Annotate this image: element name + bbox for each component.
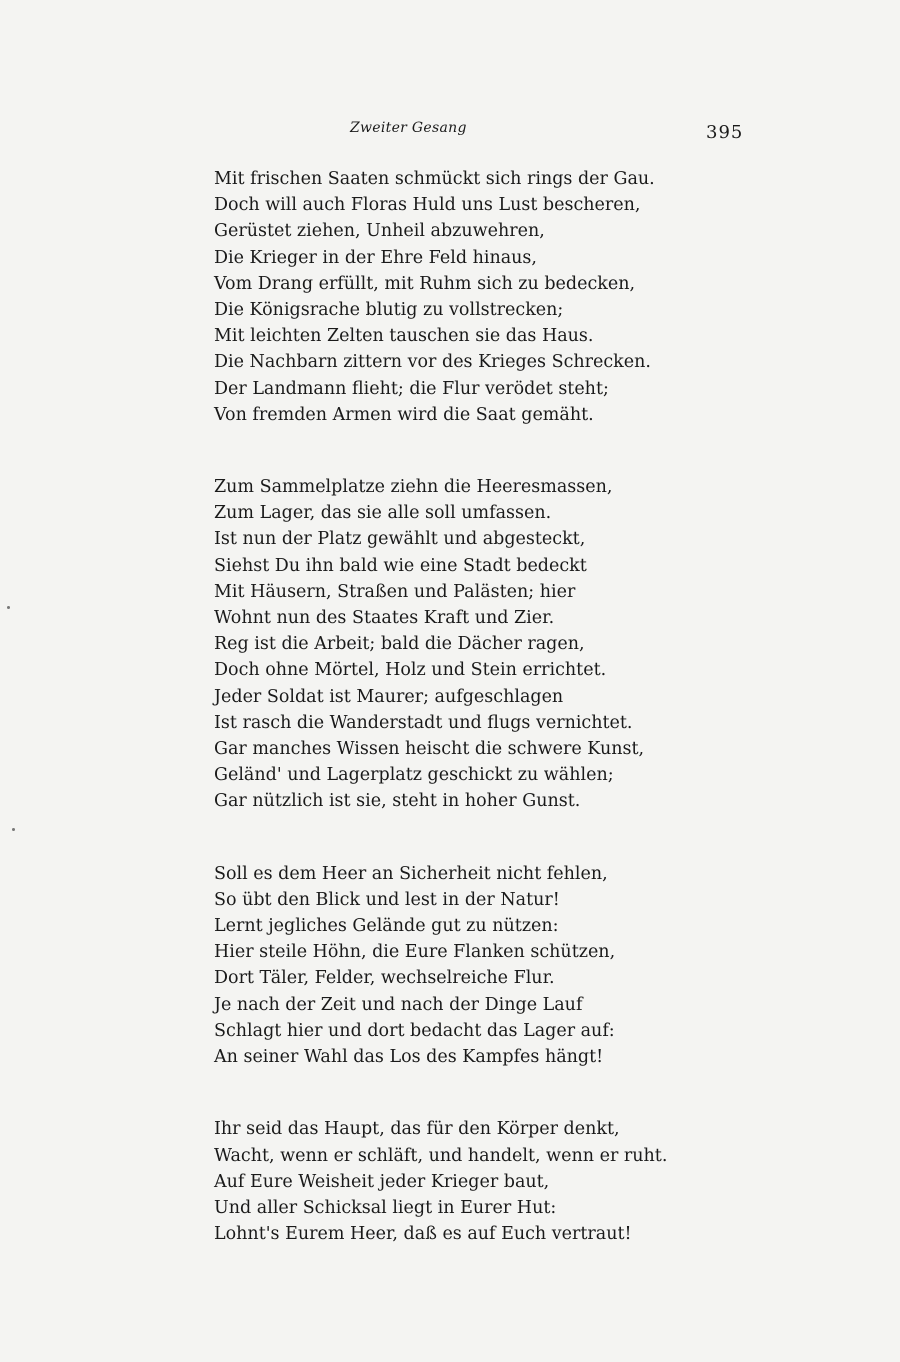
verse-line: Lernt jegliches Gelände gut zu nützen:	[214, 916, 559, 937]
verse-line: Die Nachbarn zittern vor des Krieges Schrecken.	[214, 352, 651, 373]
verse-line: Soll es dem Heer an Sicherheit nicht fehlen,	[214, 863, 608, 884]
verse-line: Ihr seid das Haupt, das für den Körper denkt,	[214, 1119, 620, 1140]
verse-line: Je nach der Zeit und nach der Dinge Lauf	[214, 994, 583, 1015]
verse-line: Und aller Schicksal liegt in Eurer Hut:	[214, 1197, 557, 1218]
running-head: Zweiter Gesang	[350, 120, 467, 136]
scan-speck	[12, 828, 15, 831]
verse-line: Doch ohne Mörtel, Holz und Stein errichtet.	[214, 660, 607, 681]
verse-line: Gar nützlich ist sie, steht in hoher Gunst.	[214, 791, 581, 812]
verse-line: Hier steile Höhn, die Eure Flanken schützen,	[214, 942, 616, 963]
verse-line: Ist rasch die Wanderstadt und flugs vernichtet.	[214, 712, 633, 733]
stanza-1	[214, 166, 834, 428]
verse-line: Lohnt's Eurem Heer, daß es auf Euch vertraut!	[214, 1224, 632, 1245]
verse-line: Reg ist die Arbeit; bald die Dächer ragen,	[214, 634, 585, 655]
verse-line: Mit leichten Zelten tauschen sie das Haus.	[214, 326, 594, 347]
verse-line: Wacht, wenn er schläft, und handelt, wenn er ruht.	[214, 1145, 668, 1166]
verse-line: Mit frischen Saaten schmückt sich rings der Gau.	[214, 169, 655, 189]
verse-line: Die Königsrache blutig zu vollstrecken;	[214, 300, 564, 321]
verse-line: Auf Eure Weisheit jeder Krieger baut,	[214, 1171, 550, 1192]
verse-line: Dort Täler, Felder, wechselreiche Flur.	[214, 968, 555, 989]
verse-line: Ist nun der Platz gewählt und abgesteckt,	[214, 529, 586, 550]
verse-line: Zum Lager, das sie alle soll umfassen.	[214, 503, 552, 524]
verse-line: Jeder Soldat ist Maurer; aufgeschlagen	[214, 686, 564, 707]
verse-line: Vom Drang erfüllt, mit Ruhm sich zu bedecken,	[214, 273, 636, 294]
stanza-3	[214, 861, 834, 1071]
verse-line: Schlagt hier und dort bedacht das Lager auf:	[214, 1020, 615, 1041]
verse-line: Gerüstet ziehen, Unheil abzuwehren,	[214, 221, 545, 242]
stanza-2	[214, 474, 834, 815]
poem	[214, 166, 834, 1293]
verse-line: Geländ' und Lagerplatz geschickt zu wählen;	[214, 765, 614, 786]
verse-line: So übt den Blick und lest in der Natur!	[214, 889, 560, 910]
verse-line: Doch will auch Floras Huld uns Lust bescheren,	[214, 195, 641, 216]
stanza-4	[214, 1116, 834, 1247]
verse-line: Der Landmann flieht; die Flur verödet steht;	[214, 378, 609, 399]
verse-line: Siehst Du ihn bald wie eine Stadt bedeckt	[214, 555, 587, 576]
page-number: 395	[706, 122, 744, 143]
verse-line: An seiner Wahl das Los des Kampfes hängt!	[214, 1047, 604, 1068]
verse-line: Wohnt nun des Staates Kraft und Zier.	[214, 608, 555, 629]
verse-line: Gar manches Wissen heischt die schwere Kunst,	[214, 739, 645, 760]
verse-line: Mit Häusern, Straßen und Palästen; hier	[214, 581, 576, 602]
scan-speck	[7, 606, 10, 609]
verse-line: Von fremden Armen wird die Saat gemäht.	[214, 404, 594, 425]
verse-line: Die Krieger in der Ehre Feld hinaus,	[214, 247, 537, 268]
verse-line: Zum Sammelplatze ziehn die Heeresmassen,	[214, 477, 613, 498]
